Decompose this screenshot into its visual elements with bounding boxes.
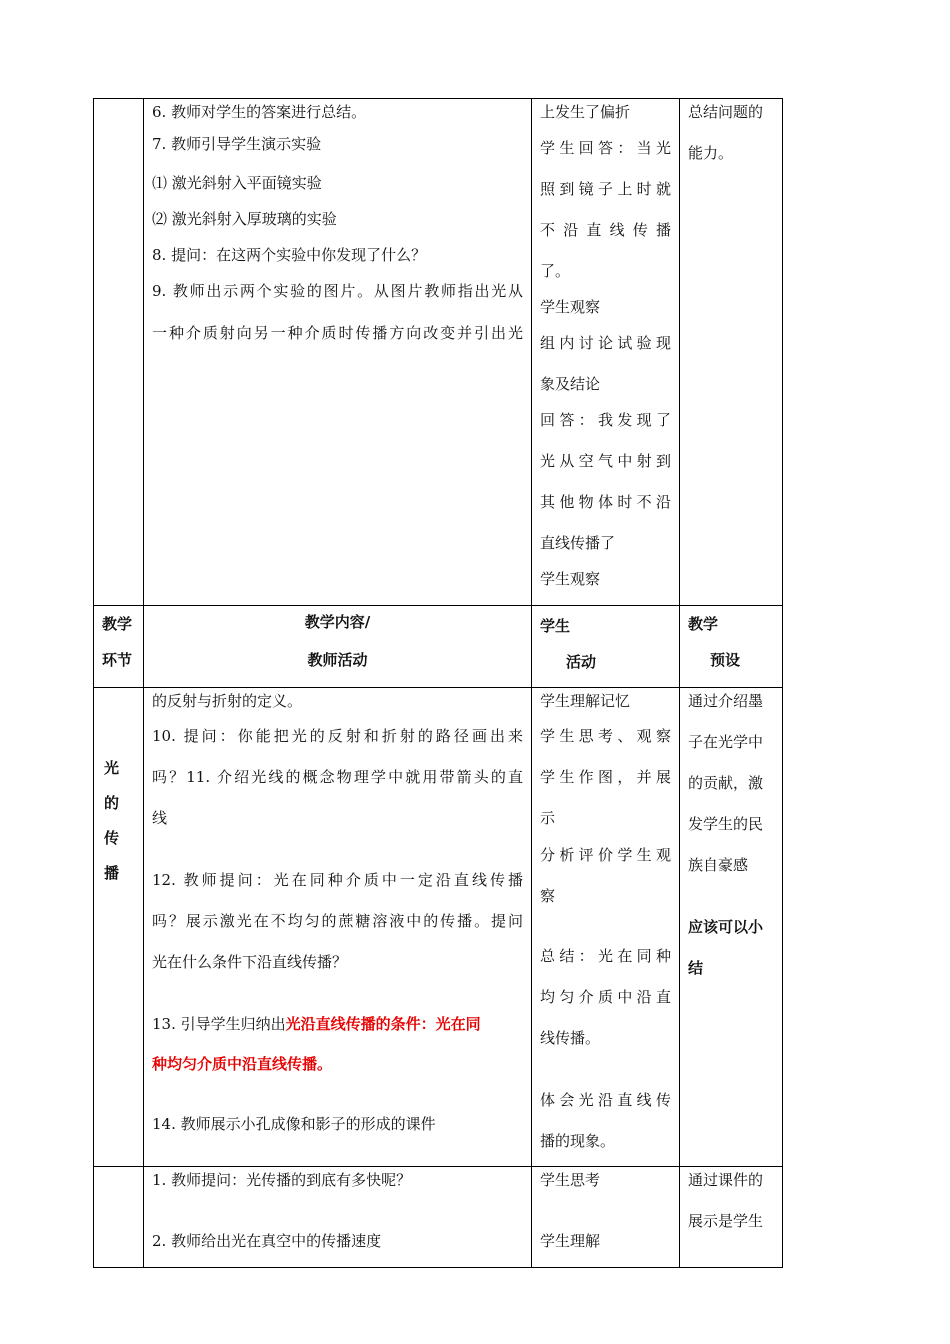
student-line: 分析评价学生观 bbox=[540, 846, 671, 864]
design-cell bbox=[680, 688, 783, 1167]
highlight-text: 光沿直线传播的条件：光在同 bbox=[285, 1015, 481, 1033]
header-design-line: 预设 bbox=[710, 651, 741, 669]
design-cell bbox=[680, 1167, 783, 1268]
content-line: 线 bbox=[152, 809, 168, 827]
content-line: 1. 教师提问：光传播的到底有多快呢？ bbox=[152, 1171, 412, 1189]
student-line: 学生回答：当光 bbox=[540, 139, 671, 157]
student-line: 了。 bbox=[540, 262, 571, 280]
content-line: 吗？展示激光在不均匀的蔗糖溶液中的传播。提问 bbox=[152, 912, 523, 930]
student-line: 学生思考、观察 bbox=[540, 727, 671, 745]
stage-char: 光 bbox=[104, 759, 120, 777]
header-stage-line: 教学 bbox=[102, 615, 133, 633]
student-line: 象及结论 bbox=[540, 375, 601, 393]
stage-cell bbox=[94, 688, 144, 1167]
design-line: 子在光学中 bbox=[688, 733, 764, 751]
header-stage-line: 环节 bbox=[102, 651, 133, 669]
header-design bbox=[680, 606, 783, 688]
student-line: 学生理解 bbox=[540, 1232, 601, 1250]
student-cell bbox=[532, 688, 680, 1167]
table-row bbox=[94, 99, 783, 606]
content-cell bbox=[144, 688, 532, 1167]
stage-char: 的 bbox=[104, 794, 120, 812]
content-cell bbox=[144, 99, 532, 606]
content-line: 7. 教师引导学生演示实验 bbox=[152, 135, 322, 153]
design-line: 发学生的民 bbox=[688, 815, 764, 833]
design-line-bold: 应该可以小 bbox=[688, 918, 764, 936]
content-line: 6. 教师对学生的答案进行总结。 bbox=[152, 103, 367, 121]
table-row bbox=[94, 1167, 783, 1268]
student-line: 察 bbox=[540, 887, 556, 905]
student-line: 线传播。 bbox=[540, 1029, 601, 1047]
design-line: 族自豪感 bbox=[688, 856, 749, 874]
content-line: 吗？11. 介绍光线的概念物理学中就用带箭头的直 bbox=[152, 768, 523, 786]
content-line: 12. 教师提问：光在同种介质中一定沿直线传播 bbox=[152, 871, 523, 889]
content-cell bbox=[144, 1167, 532, 1268]
content-text: 13. 引导学生归纳出 bbox=[152, 1015, 286, 1033]
student-cell bbox=[532, 99, 680, 606]
stage-cell bbox=[94, 99, 144, 606]
student-line: 播的现象。 bbox=[540, 1132, 616, 1150]
design-line: 展示是学生 bbox=[688, 1212, 764, 1230]
lesson-plan-table bbox=[93, 98, 783, 1268]
student-line: 学生思考 bbox=[540, 1171, 601, 1189]
content-line: 一种介质射向另一种介质时传播方向改变并引出光 bbox=[152, 324, 523, 342]
stage-char: 传 bbox=[104, 829, 120, 847]
student-line: 回答：我发现了 bbox=[540, 411, 671, 429]
highlight-line: 种均匀介质中沿直线传播。 bbox=[152, 1055, 333, 1073]
content-line: 的反射与折射的定义。 bbox=[152, 692, 303, 710]
content-line: 9. 教师出示两个实验的图片。从图片教师指出光从 bbox=[152, 282, 523, 300]
content-line: ⑴ 激光斜射入平面镜实验 bbox=[152, 174, 322, 192]
student-line: 学生观察 bbox=[540, 570, 601, 588]
content-line: ⑵ 激光斜射入厚玻璃的实验 bbox=[152, 210, 337, 228]
header-stage bbox=[94, 606, 144, 688]
content-line: 10. 提问：你能把光的反射和折射的路径画出来 bbox=[152, 727, 523, 745]
design-line: 能力。 bbox=[688, 144, 734, 162]
student-cell bbox=[532, 1167, 680, 1268]
header-student bbox=[532, 606, 680, 688]
content-line bbox=[152, 1014, 523, 1034]
header-student-line: 活动 bbox=[566, 653, 597, 671]
student-line: 其他物体时不沿 bbox=[540, 493, 671, 511]
design-line: 的贡献，激 bbox=[688, 774, 764, 792]
design-line: 通过课件的 bbox=[688, 1171, 764, 1189]
stage-char: 播 bbox=[104, 864, 120, 882]
header-content-line: 教师活动 bbox=[307, 651, 368, 669]
content-line: 光在什么条件下沿直线传播？ bbox=[152, 953, 348, 971]
content-line: 2. 教师给出光在真空中的传播速度 bbox=[152, 1232, 382, 1250]
header-content-line: 教学内容/ bbox=[304, 613, 371, 631]
design-line: 总结问题的 bbox=[688, 103, 764, 121]
design-line-bold: 结 bbox=[688, 959, 704, 977]
student-line: 光从空气中射到 bbox=[540, 452, 671, 470]
table-row bbox=[94, 688, 783, 1167]
student-line: 体会光沿直线传 bbox=[540, 1091, 671, 1109]
design-line: 通过介绍墨 bbox=[688, 692, 764, 710]
header-student-line: 学生 bbox=[540, 617, 571, 635]
design-cell bbox=[680, 99, 783, 606]
header-design-line: 教学 bbox=[688, 615, 719, 633]
student-line: 组内讨论试验现 bbox=[540, 334, 671, 352]
stage-cell bbox=[94, 1167, 144, 1268]
student-line: 上发生了偏折 bbox=[540, 103, 631, 121]
student-line: 学生作图，并展 bbox=[540, 768, 671, 786]
content-line: 8. 提问：在这两个实验中你发现了什么？ bbox=[152, 246, 427, 264]
student-line: 照到镜子上时就 bbox=[540, 180, 671, 198]
header-content bbox=[144, 606, 532, 688]
student-line: 直线传播了 bbox=[540, 534, 616, 552]
student-line: 总结：光在同种 bbox=[540, 947, 671, 965]
table-header-row bbox=[94, 606, 783, 688]
student-line: 学生观察 bbox=[540, 298, 601, 316]
student-line: 示 bbox=[540, 809, 556, 827]
student-line: 学生理解记忆 bbox=[540, 692, 631, 710]
student-line: 不沿直线传播 bbox=[540, 221, 671, 239]
student-line: 均匀介质中沿直 bbox=[540, 988, 671, 1006]
content-line: 14. 教师展示小孔成像和影子的形成的课件 bbox=[152, 1115, 436, 1133]
